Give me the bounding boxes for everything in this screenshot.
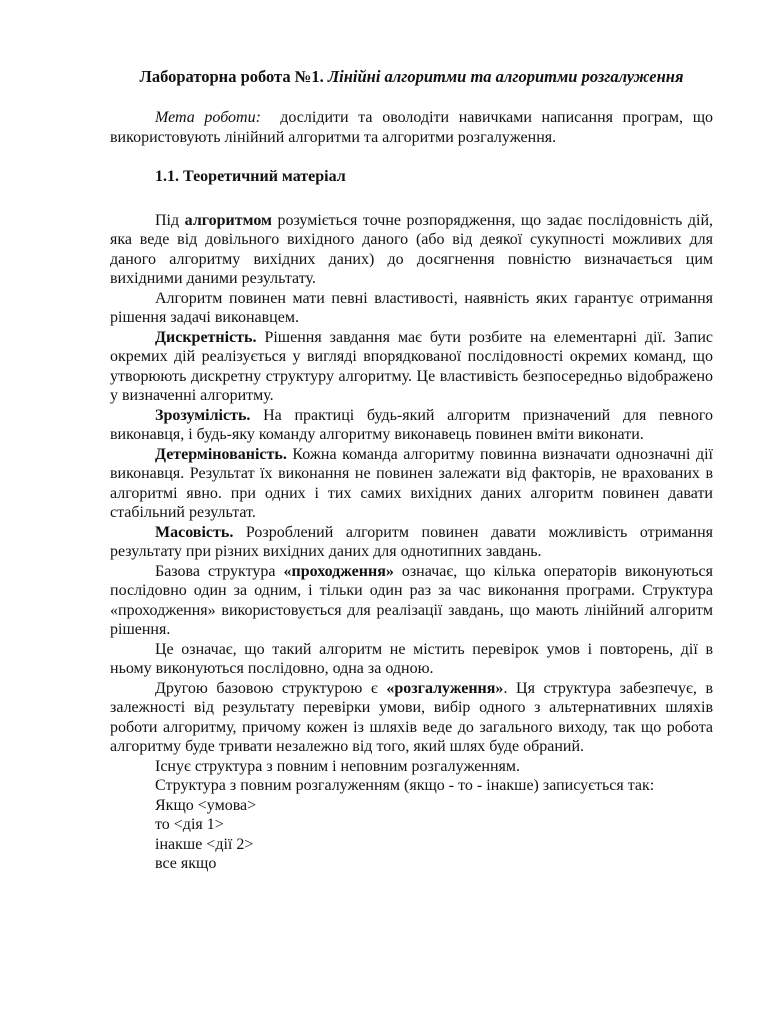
p5-text: Кожна команда алгоритму повинна визначати однозначні дії виконавця. Результат їх виконання не повинен залежати від факторів, не врахованих в алгоритмі явно. при одних і тих самих вихідних даних алгоритм повинен давати стабільний результат. (110, 445, 713, 521)
code-line-else: інакше <дії 2> (155, 835, 254, 853)
paragraph-mass-character (110, 523, 713, 562)
code-line-if: Якщо <умова> (155, 796, 257, 814)
goal-label: Мета роботи: (155, 109, 261, 126)
p5-term: Детермінованість. (155, 445, 287, 463)
p6-term: Масовість. (155, 523, 234, 541)
paragraph-branching-structure (110, 679, 713, 757)
p7-text-a: Базова структура (155, 562, 284, 580)
code-line-then: то <дія 1> (155, 816, 224, 833)
p7-text-c: означає, що кілька операторів виконуються послідовно один за одним, і тільки один раз за час виконання програми. Структура «проходження» використовується для реалізації завдань, що мають лінійний алгоритм рішення. (110, 562, 713, 638)
goal-text: дослідити та оволодіти навичками написання програм, що використовують лінійний алгоритми та алгоритми розгалуження. (110, 109, 714, 146)
code-line-end-if: все якщо (155, 855, 217, 872)
paragraph-algorithm-definition (110, 211, 713, 289)
paragraph-clarity (110, 406, 713, 445)
goal-paragraph (110, 108, 713, 147)
section-heading: 1.1. Теоретичний матеріал (155, 168, 346, 185)
p3-term: Дискретність. (155, 328, 257, 346)
title-prefix: Лабораторна робота №1. (139, 67, 324, 86)
p1-text-c: розуміється точне розпорядження, що задає послідовність дій, яка веде від довільного вихідного даного (або від деякої сукупності можливих для даного алгоритму вихідних даних) до досягнення повністю визначається цим вихідними даними результату. (110, 211, 714, 287)
paragraph-sequence-structure (110, 562, 713, 640)
paragraph-discreteness (110, 328, 713, 406)
p1-text-a: Під (155, 211, 185, 229)
title-text: Лінійні алгоритми та алгоритми розгалуження (327, 67, 684, 86)
p9-text-a: Другою базовою структурою є (155, 679, 387, 697)
document-page (110, 66, 713, 874)
p9-text-c: . Ця структура забезпечує, в залежності від результату перевірки умови, вибір одного з альтернативних шляхів роботи алгоритму, причому кожен із шляхів веде до загального виходу, так що робота алгоритму буде тривати незалежно від того, який шлях буде обраний. (110, 679, 713, 755)
p1-term: алгоритмом (184, 211, 272, 229)
p7-term: «проходження» (283, 562, 394, 580)
paragraph-linear-meaning: Це означає, що такий алгоритм не містить перевірок умов і повторень, дії в ньому виконуються послідовно, одна за одною. (110, 640, 713, 677)
paragraph-branching-types: Існує структура з повним і неповним розгалуженням. (155, 757, 520, 775)
paragraph-full-branching: Структура з повним розгалуженням (якщо - то - інакше) записується так: (155, 777, 655, 794)
paragraph-determinism (110, 445, 713, 523)
p3-text: Рішення завдання має бути розбите на елементарні дії. Запис окремих дій реалізується у вигляді впорядкованої послідовності окремих команд, що утворюють дискретну структуру алгоритму. Це властивість безпосередньо відображено у визначенні алгоритму. (110, 328, 713, 404)
p9-term: «розгалуження» (386, 679, 504, 697)
p4-term: Зрозумілість. (155, 406, 251, 424)
paragraph-properties: Алгоритм повинен мати певні властивості, наявність яких гарантує отримання рішення задачі виконавцем. (110, 289, 713, 326)
p4-text: На практиці будь-який алгоритм призначений для певного виконавця, і будь-яку команду алгоритму виконавець повинен вміти виконати. (110, 406, 713, 443)
page-title (110, 66, 713, 88)
p6-text: Розроблений алгоритм повинен давати можливість отримання результату при різних вихідних даних для однотипних завдань. (110, 523, 713, 560)
